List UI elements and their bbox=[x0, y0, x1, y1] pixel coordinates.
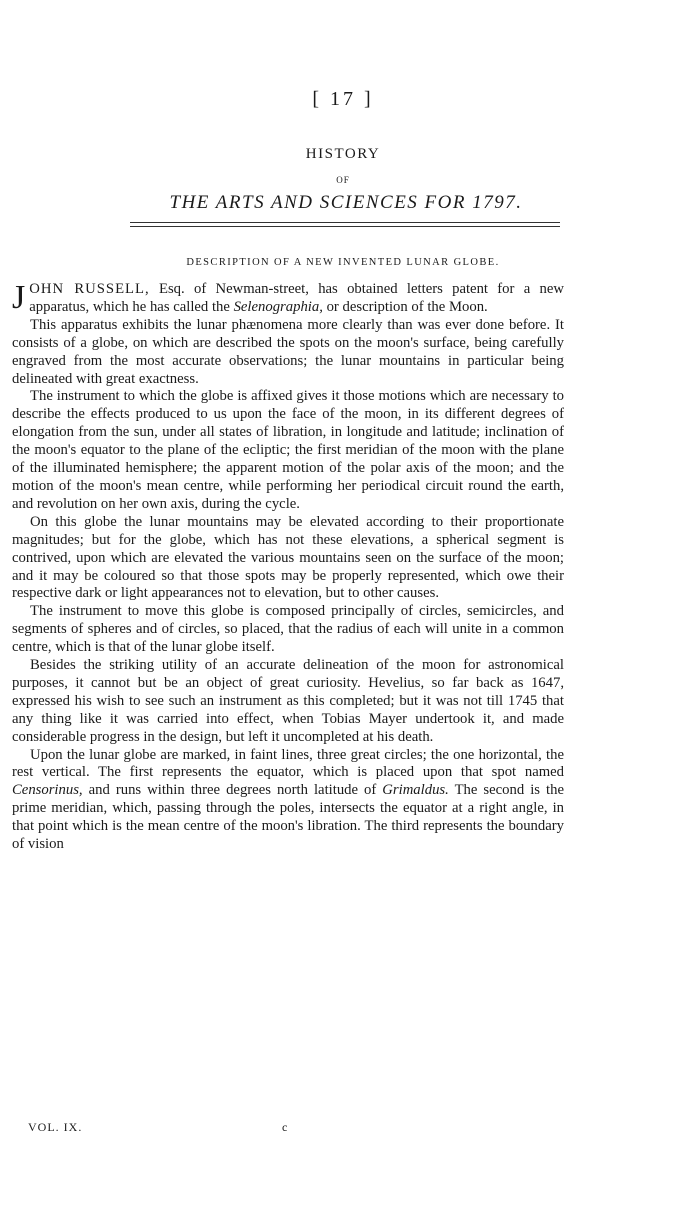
volume-number: VOL. IX. bbox=[28, 1120, 83, 1134]
page-subtitle: THE ARTS AND SCIENCES FOR 1797. bbox=[169, 192, 523, 213]
paragraph-1 bbox=[12, 281, 564, 317]
paragraph-1-text-b: or description of the Moon. bbox=[322, 298, 488, 315]
article-body bbox=[12, 281, 564, 854]
title-connector: OF bbox=[336, 175, 350, 185]
paragraph-2: This apparatus exhibits the lunar phænomena more clearly than was ever done before. It consists of a globe, on which are described the spots on the moon's surface, being carefully engraved from the most accurate observations; the lunar mountains in particular being delineated with great exactness. bbox=[12, 316, 564, 387]
paragraph-1-text-a: Esq. of Newman-street, has obtained letters patent for a new apparatus, which he has called the bbox=[29, 281, 564, 315]
running-title: HISTORY bbox=[305, 146, 381, 162]
signature-mark: c bbox=[282, 1120, 289, 1134]
page-number: [ 17 ] bbox=[312, 88, 374, 110]
title-rule bbox=[130, 222, 560, 227]
paragraph-1-italic: Selenographia, bbox=[233, 298, 323, 315]
paragraph-7-text-c: The second is the prime meridian, which, passing through the poles, intersects the equator at a right angle, in that point which is the mean centre of the moon's libration. The third represents the boundary of vision bbox=[12, 782, 564, 853]
paragraph-3: The instrument to which the globe is affixed gives it those motions which are necessary to describe the effects produced to us upon the face of the moon, in its different degrees of elongation from the sun, under all states of libration, in longitude and latitude; inclination of the moon's equator to the plane of the ecliptic; the first meridian of the moon with the plane of the illuminated hemisphere; the apparent motion of the polar axis of the moon; and the motion of the moon's mean centre, while performing her periodical circuit round the earth, and revolution on her own axis, during the cycle. bbox=[12, 388, 564, 512]
lead-name: OHN RUSSELL, bbox=[29, 281, 150, 297]
paragraph-7-italic-2: Grimaldus. bbox=[382, 782, 449, 799]
paragraph-4: On this globe the lunar mountains may be elevated according to their proportionate magnitudes; but for the globe, which has not these elevations, a spherical segment is contrived, upon which are elevated the various mountains seen on the surface of the moon; and it may be coloured so that those spots may be properly represented, which owe their respective dark or light appearances not to elevation, but to other causes. bbox=[12, 513, 564, 602]
paragraph-7 bbox=[12, 747, 564, 854]
paragraph-7-text-b: and runs within three degrees north latitude of bbox=[82, 782, 383, 799]
paragraph-7-italic-1: Censorinus, bbox=[12, 782, 83, 799]
paragraph-7-text-a: Upon the lunar globe are marked, in faint lines, three great circles; the one horizontal, the rest vertical. The first represents the equator, which is placed upon that spot named bbox=[12, 746, 564, 781]
paragraph-5: The instrument to move this globe is composed principally of circles, semicircles, and segments of spheres and of circles, so placed, that the radius of each will unite in a common centre, which is that of the lunar globe itself. bbox=[12, 603, 564, 656]
drop-cap: J bbox=[12, 279, 26, 316]
paragraph-6: Besides the striking utility of an accurate delineation of the moon for astronomical purposes, it cannot but be an object of great curiosity. Hevelius, so far back as 1647, expressed his wish to see such an instrument as this completed; but it was not till 1745 that any thing like it was carried into effect, when Tobias Mayer undertook it, and made considerable progress in the design, but left it uncompleted at his death. bbox=[12, 657, 564, 745]
section-title: DESCRIPTION OF A NEW INVENTED LUNAR GLOBE. bbox=[186, 257, 500, 268]
